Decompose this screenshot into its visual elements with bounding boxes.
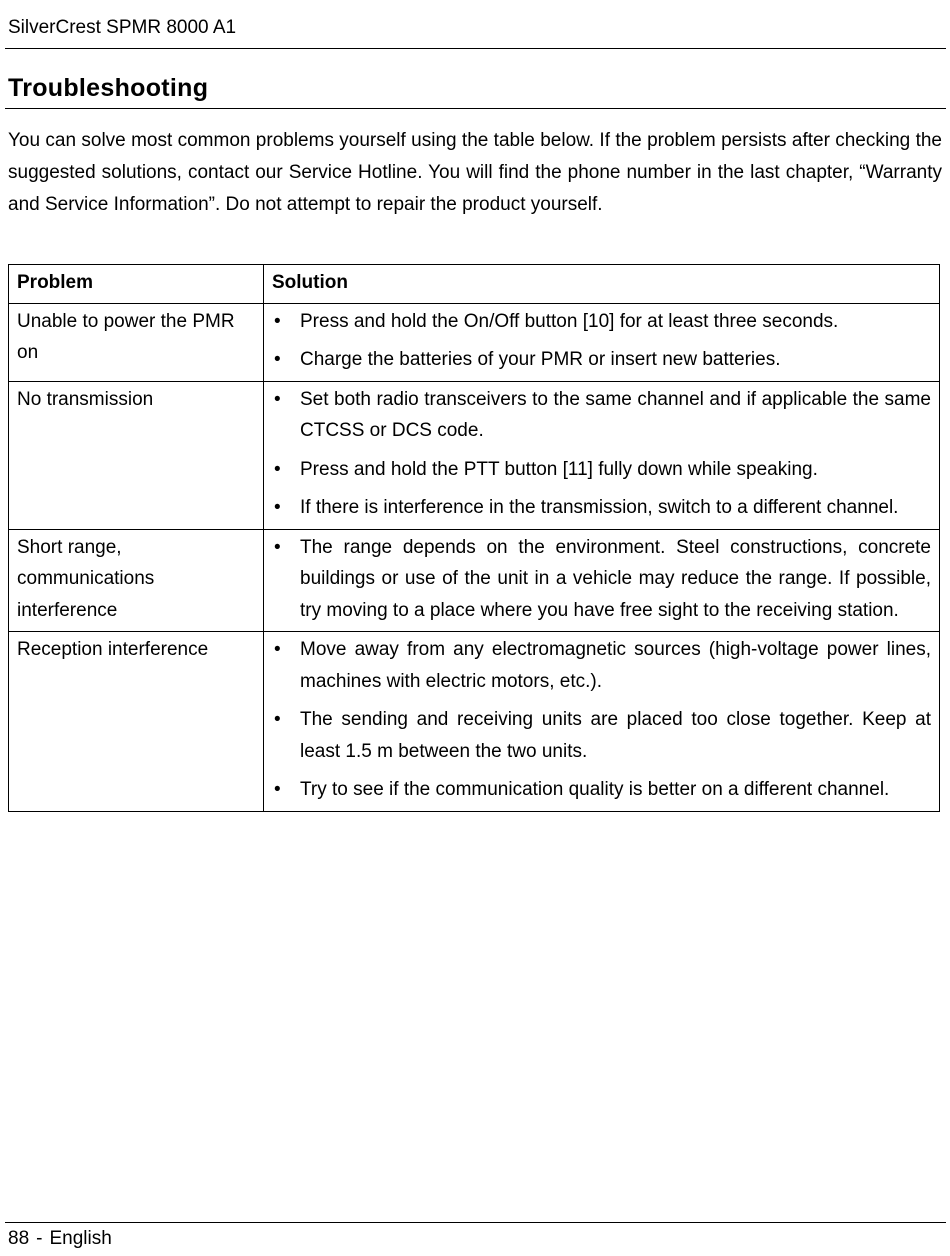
table-row (9, 529, 940, 632)
troubleshooting-table (8, 264, 940, 812)
intro-paragraph: You can solve most common problems yourself using the table below. If the problem persists after checking the suggested solutions, contact our Service Hotline. You will find the phone number in the last chapter, “Warranty and Service Information”. Do not attempt to repair the product yourself. (8, 130, 942, 215)
table-row (9, 381, 940, 529)
page-header: SilverCrest SPMR 8000 A1 (8, 17, 237, 38)
page-number: 88 (8, 1228, 30, 1249)
problem-cell: No transmission (9, 381, 264, 529)
problem-cell: Unable to power the PMR on (9, 303, 264, 381)
solution-item: • Set both radio transceivers to the same channel and if applicable the same CTCSS or DCS code. (272, 384, 931, 447)
table-row (9, 632, 940, 812)
section-title: Troubleshooting (8, 74, 209, 102)
solution-item: • Press and hold the PTT button [11] fully down while speaking. (272, 454, 931, 486)
header-solution: Solution (264, 265, 940, 304)
solution-list (272, 384, 931, 524)
solution-item: • Charge the batteries of your PMR or insert new batteries. (272, 344, 931, 376)
problem-cell: Short range, communications interference (9, 529, 264, 632)
solution-item: • The sending and receiving units are placed too close together. Keep at least 1.5 m between the two units. (272, 704, 931, 767)
solution-cell (264, 381, 940, 529)
footer-separator: - (36, 1228, 43, 1249)
table-row (9, 303, 940, 381)
solution-item: • Try to see if the communication quality is better on a different channel. (272, 774, 931, 806)
solution-list (272, 532, 931, 627)
table-header-row (9, 265, 940, 304)
solution-cell (264, 303, 940, 381)
problem-cell: Reception interference (9, 632, 264, 812)
solution-list (272, 634, 931, 806)
footer-divider (5, 1222, 946, 1223)
title-divider (5, 108, 946, 109)
solution-item: • If there is interference in the transmission, switch to a different channel. (272, 492, 931, 524)
solution-item: • The range depends on the environment. Steel constructions, concrete buildings or use of the unit in a vehicle may reduce the range. If possible, try moving to a place where you have free sight to the receiving station. (272, 532, 931, 627)
header-divider (5, 48, 946, 49)
solution-item: • Move away from any electromagnetic sources (high-voltage power lines, machines with electric motors, etc.). (272, 634, 931, 697)
solution-item: • Press and hold the On/Off button [10] for at least three seconds. (272, 306, 931, 338)
solution-cell (264, 529, 940, 632)
header-problem: Problem (9, 265, 264, 304)
page-footer (8, 1228, 112, 1250)
solution-cell (264, 632, 940, 812)
footer-language: English (49, 1228, 112, 1249)
solution-list (272, 306, 931, 376)
